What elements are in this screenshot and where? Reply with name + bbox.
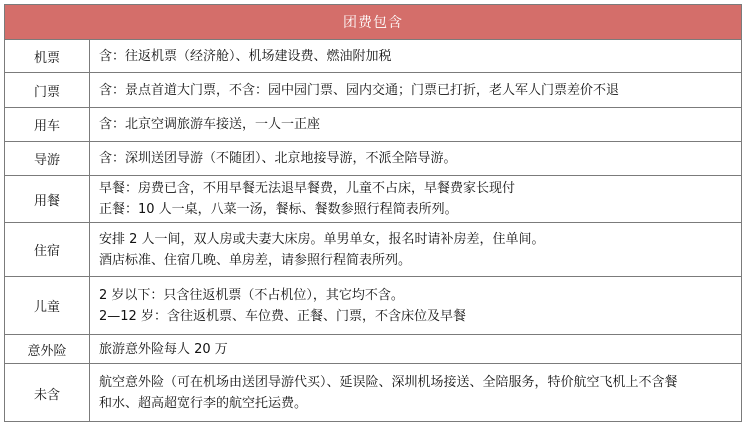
table-row	[5, 364, 741, 422]
row-text: 酒店标准、住宿几晚、单房差，请参照行程简表所列。	[99, 252, 412, 268]
row-content	[90, 73, 741, 107]
row-label-children: 儿童	[5, 277, 90, 334]
row-content	[90, 277, 741, 334]
row-text: 含：往返机票（经济舱）、机场建设费、燃油附加税	[99, 48, 392, 64]
row-label-admission: 门票	[5, 73, 90, 107]
table-title: 团费包含	[5, 5, 741, 40]
table-row	[5, 277, 741, 335]
row-label-guide: 导游	[5, 142, 90, 175]
row-content	[90, 223, 741, 276]
row-label-air-ticket: 机票	[5, 40, 90, 72]
row-text: 2 岁以下：只含往返机票（不占机位），其它均不含。	[99, 287, 404, 303]
row-content	[90, 108, 741, 141]
row-content	[90, 364, 741, 422]
row-label-meals: 用餐	[5, 176, 90, 222]
table-row	[5, 335, 741, 364]
row-text: 旅游意外险每人 20 万	[99, 341, 228, 357]
row-text: 航空意外险（可在机场由送团导游代买）、延误险、深圳机场接送、全陪服务，特价航空飞机上不含餐	[99, 375, 678, 390]
row-text: 和水、超高超宽行李的航空托运费。	[99, 396, 308, 411]
table-row	[5, 73, 741, 108]
row-content	[90, 176, 741, 222]
row-label-lodging: 住宿	[5, 223, 90, 276]
row-content	[90, 335, 741, 363]
row-text: 含：深圳送团导游（不随团）、北京地接导游，不派全陪导游。	[99, 151, 457, 166]
row-text: 早餐：房费已含，不用早餐无法退早餐费，儿童不占床，早餐费家长现付	[99, 181, 516, 196]
table-row	[5, 223, 741, 277]
row-content	[90, 142, 741, 175]
row-text: 含：景点首道大门票，不含：园中园门票、园内交通；门票已打折，老人军人门票差价不退	[99, 82, 620, 98]
row-text: 正餐：10 人一桌，八菜一汤，餐标、餐数参照行程简表所列。	[99, 202, 458, 217]
table-row	[5, 108, 741, 142]
row-label-vehicle: 用车	[5, 108, 90, 141]
table-row	[5, 40, 741, 73]
row-content	[90, 40, 741, 72]
row-label-insurance: 意外险	[5, 335, 90, 363]
row-text: 2—12 岁：含往返机票、车位费、正餐、门票，不含床位及早餐	[99, 308, 466, 324]
package-table	[4, 4, 742, 422]
row-label-excluded: 未含	[5, 364, 90, 422]
row-text: 安排 2 人一间，双人房或夫妻大床房。单男单女，报名时请补房差，住单间。	[99, 231, 545, 247]
table-row	[5, 142, 741, 176]
table-row	[5, 176, 741, 223]
row-text: 含：北京空调旅游车接送，一人一正座	[99, 117, 321, 132]
